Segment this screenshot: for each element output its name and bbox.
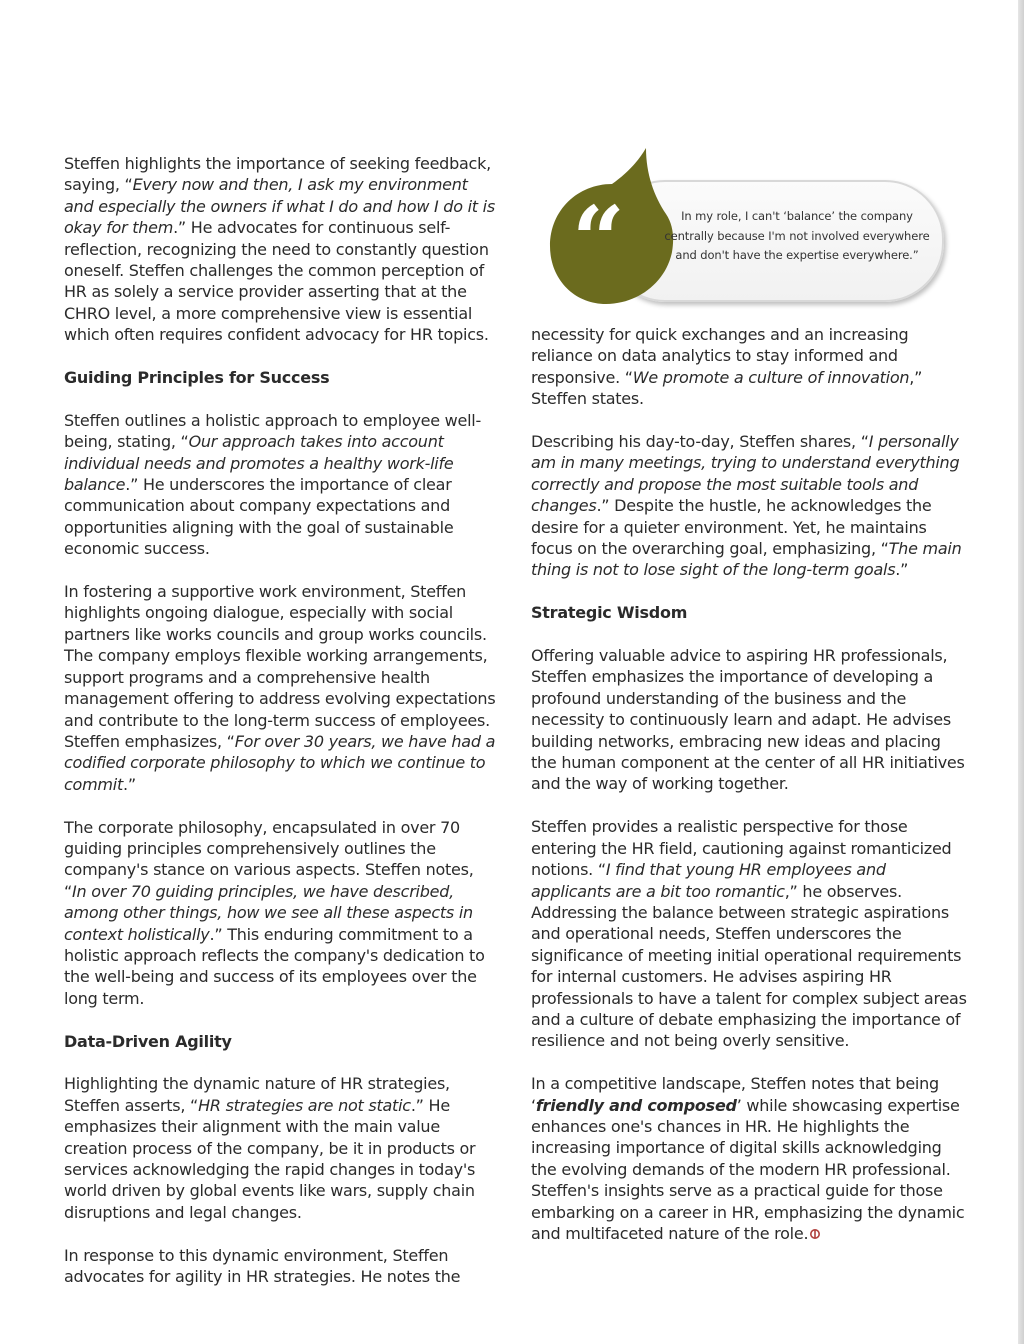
article-column-left [64, 153, 500, 1309]
paragraph: In fostering a supportive work environment, Steffen highlights ongoing dialogue, especially with social partners like works councils and group works councils. The company employs flexible working arrangements, support programs and a comprehensive health management offering to address evolving expectations and contribute to the long-term success of employees. Steffen emphasizes, “For over 30 years, we have had a codified corporate philosophy to which we continue to commit.” [64, 582, 496, 794]
quote-text: The main thing is not to lose sight of the long-term goals [531, 539, 962, 580]
quote-text: I personally am in many meetings, trying to understand everything correctly and propose the most suitable tools and changes [531, 432, 960, 516]
quote-text: HR strategies are not static [198, 1095, 411, 1115]
quote-text: friendly and composed [535, 1095, 737, 1115]
quote-text: We promote a culture of innovation [632, 367, 910, 387]
paragraph: Offering valuable advice to aspiring HR professionals, Steffen emphasizes the importance of developing a profound understanding of the business and the necessity to continuously learn and adapt. He advises building networks, embracing new ideas and placing the human component at the center of all HR initiatives and the way of working together. [531, 646, 965, 794]
paragraph: Describing his day-to-day, Steffen shares, “I personally am in many meetings, trying to understand everything correctly and propose the most suitable tools and changes.” Despite the hustle, he acknowledges the desire for a quieter environment. Yet, he maintains focus on the overarching goal, emphasizing, “The main thing is not to lose sight of the long-term goals.” [531, 432, 962, 580]
paragraph: Steffen provides a realistic perspective for those entering the HR field, cautioning against romanticized notions. “I find that young HR employees and applicants are a bit too romantic,” he observes. Addressing the balance between strategic aspirations and operational needs, Steffen underscores the significance of meeting initial operational requirements for internal customers. He advises aspiring HR professionals to have a talent for complex subject areas and a culture of debate emphasizing the importance of resilience and not being overly sensitive. [531, 817, 967, 1051]
pull-quote [546, 144, 946, 306]
paragraph: In a competitive landscape, Steffen notes that being ‘friendly and composed’ while showcasing expertise enhances one's chances in HR. He highlights the increasing importance of digital skills acknowledging the evolving demands of the modern HR professional. Steffen's insights serve as a practical guide for those embarking on a career in HR, emphasizing the dynamic and multifaceted nature of the role. [531, 1074, 965, 1243]
quote-text: Every now and then, I ask my environment and especially the owners if what I do and how I do it is okay for them [64, 175, 495, 238]
quote-text: For over 30 years, we have had a codified corporate philosophy to which we continue to commit [64, 731, 496, 794]
quote-text: Our approach takes into account individual needs and promotes a healthy work-life balance [64, 432, 454, 495]
section-heading: Data-Driven Agility [64, 1031, 232, 1051]
paragraph: necessity for quick exchanges and an increasing reliance on data analytics to stay informed and responsive. “We promote a culture of innovation,” Steffen states. [531, 325, 923, 409]
section-heading: Guiding Principles for Success [64, 368, 330, 388]
svg-text:“: “ [572, 186, 625, 294]
paragraph: Highlighting the dynamic nature of HR strategies, Steffen asserts, “HR strategies are not static.” He emphasizes their alignment with the main value creation process of the company, be it in products or services acknowledging the rapid changes in today's world driven by global events like wars, supply chain disruptions and legal changes. [64, 1074, 476, 1222]
quote-text: I find that young HR employees and applicants are a bit too romantic [531, 860, 886, 901]
paragraph: Steffen outlines a holistic approach to employee well-being, stating, “Our approach takes into account individual needs and promotes a healthy work-life balance.” He underscores the importance of clear communication about company expectations and opportunities aligning with the goal of sustainable economic success. [64, 410, 482, 559]
end-of-article-icon [810, 1228, 820, 1240]
section-heading: Strategic Wisdom [531, 603, 688, 623]
paragraph: Steffen highlights the importance of seeking feedback, saying, “Every now and then, I ask my environment and especially the owners if what I do and how I do it is okay for them.” He advocates for continuous self-reflection, recognizing the need to constantly question oneself. Steffen challenges the common perception of HR as solely a service provider asserting that at the CHRO level, a more comprehensive view is essential which often requires confident advocacy for HR topics. [64, 154, 495, 345]
quote-text: In over 70 guiding principles, we have described, among other things, how we see all these aspects in context holistically [64, 881, 473, 944]
pull-quote-text: In my role, I can't ‘balance’ the company centrally because I'm not involved everywhere and don't have the expertise everywhere.” [664, 209, 930, 262]
page-edge-shadow [1018, 0, 1024, 1344]
paragraph: The corporate philosophy, encapsulated in over 70 guiding principles comprehensively outlines the company's stance on various aspects. Steffen notes, “In over 70 guiding principles, we have described, among other things, how we see all these aspects in context holistically.” This enduring commitment to a holistic approach reflects the company's dedication to the well-being and success of its employees over the long term. [64, 817, 485, 1008]
paragraph: In response to this dynamic environment, Steffen advocates for agility in HR strategies. He notes the [64, 1245, 461, 1287]
double-quote-icon [546, 144, 676, 306]
article-column-right [531, 324, 969, 1266]
